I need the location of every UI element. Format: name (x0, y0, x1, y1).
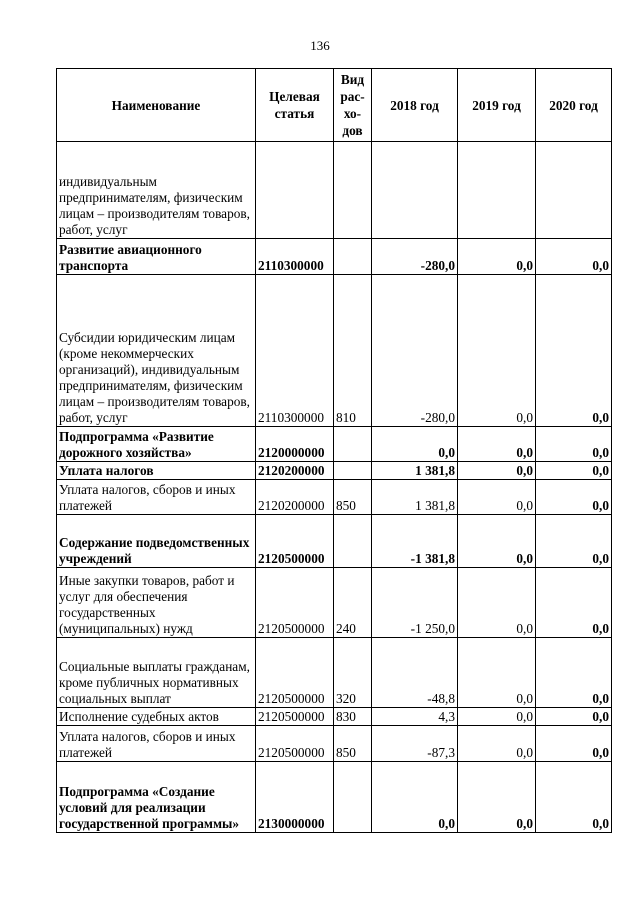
table-row (57, 427, 612, 462)
row-expense-type (334, 427, 372, 462)
header-expense-type: Вид рас-хо-дов (334, 69, 372, 142)
row-name: Исполнение судебных актов (57, 708, 256, 726)
row-2020: 0,0 (536, 275, 612, 427)
row-2018: -48,8 (372, 638, 458, 708)
row-code: 2110300000 (256, 239, 334, 275)
row-expense-type (334, 239, 372, 275)
row-2018: -280,0 (372, 239, 458, 275)
row-2019: 0,0 (458, 462, 536, 480)
row-2019: 0,0 (458, 480, 536, 515)
row-code: 2120500000 (256, 726, 334, 762)
row-expense-type: 320 (334, 638, 372, 708)
row-name: Подпрограмма «Развитие дорожного хозяйства» (57, 427, 256, 462)
table-row (57, 480, 612, 515)
row-2020: 0,0 (536, 427, 612, 462)
table-row (57, 515, 612, 568)
row-2019: 0,0 (458, 515, 536, 568)
row-2018: 4,3 (372, 708, 458, 726)
header-row (57, 69, 612, 142)
row-name: Развитие авиационного транспорта (57, 239, 256, 275)
row-code: 2120500000 (256, 708, 334, 726)
row-code: 2120000000 (256, 427, 334, 462)
header-2018: 2018 год (372, 69, 458, 142)
row-code: 2120200000 (256, 480, 334, 515)
row-name: Субсидии юридическим лицам (кроме некоммерческих организаций), индивидуальным предпринимателям, физическим лицам – производителям товаров, работ, услуг (57, 275, 256, 427)
row-name: Уплата налогов, сборов и иных платежей (57, 726, 256, 762)
row-expense-type: 850 (334, 480, 372, 515)
table-row (57, 708, 612, 726)
page-number: 136 (310, 38, 330, 53)
table-row (57, 762, 612, 833)
row-2018: 1 381,8 (372, 480, 458, 515)
row-2019: 0,0 (458, 708, 536, 726)
row-2018: 0,0 (372, 427, 458, 462)
table-row (57, 239, 612, 275)
row-name: Уплата налогов, сборов и иных платежей (57, 480, 256, 515)
row-2020: 0,0 (536, 638, 612, 708)
table-row (57, 568, 612, 638)
row-code: 2120500000 (256, 568, 334, 638)
row-expense-type: 810 (334, 275, 372, 427)
row-2019: 0,0 (458, 726, 536, 762)
header-name: Наименование (57, 69, 256, 142)
row-2020 (536, 142, 612, 239)
row-expense-type (334, 462, 372, 480)
row-code: 2120500000 (256, 638, 334, 708)
row-name: Уплата налогов (57, 462, 256, 480)
row-expense-type: 850 (334, 726, 372, 762)
header-2020: 2020 год (536, 69, 612, 142)
row-2019: 0,0 (458, 427, 536, 462)
row-2019 (458, 142, 536, 239)
row-2019: 0,0 (458, 239, 536, 275)
row-expense-type (334, 142, 372, 239)
row-name: Иные закупки товаров, работ и услуг для обеспечения государственных (муниципальных) нужд (57, 568, 256, 638)
row-2020: 0,0 (536, 708, 612, 726)
row-name: Подпрограмма «Создание условий для реализации государственной программы» (57, 762, 256, 833)
row-code: 2120200000 (256, 462, 334, 480)
table-row (57, 462, 612, 480)
table-row (57, 726, 612, 762)
row-2018: 0,0 (372, 762, 458, 833)
row-code: 2120500000 (256, 515, 334, 568)
row-2018: -1 381,8 (372, 515, 458, 568)
table-body (57, 142, 612, 833)
row-2020: 0,0 (536, 462, 612, 480)
row-name: Социальные выплаты гражданам, кроме публичных нормативных социальных выплат (57, 638, 256, 708)
row-2018: -87,3 (372, 726, 458, 762)
row-2019: 0,0 (458, 638, 536, 708)
table-row (57, 638, 612, 708)
row-2019: 0,0 (458, 275, 536, 427)
row-2020: 0,0 (536, 568, 612, 638)
table-row (57, 275, 612, 427)
row-2020: 0,0 (536, 480, 612, 515)
row-expense-type (334, 515, 372, 568)
row-expense-type: 830 (334, 708, 372, 726)
row-2018: 1 381,8 (372, 462, 458, 480)
budget-table (56, 68, 612, 833)
row-expense-type: 240 (334, 568, 372, 638)
row-2020: 0,0 (536, 515, 612, 568)
row-expense-type (334, 762, 372, 833)
row-name: индивидуальным предпринимателям, физическим лицам – производителям товаров, работ, услуг (57, 142, 256, 239)
row-code (256, 142, 334, 239)
row-2019: 0,0 (458, 568, 536, 638)
row-2018: -1 250,0 (372, 568, 458, 638)
row-code: 2110300000 (256, 275, 334, 427)
row-2020: 0,0 (536, 239, 612, 275)
row-2020: 0,0 (536, 762, 612, 833)
header-2019: 2019 год (458, 69, 536, 142)
row-name: Содержание подведомственных учреждений (57, 515, 256, 568)
row-2019: 0,0 (458, 762, 536, 833)
row-2020: 0,0 (536, 726, 612, 762)
row-2018 (372, 142, 458, 239)
row-code: 2130000000 (256, 762, 334, 833)
table-row (57, 142, 612, 239)
row-2018: -280,0 (372, 275, 458, 427)
header-target-article: Целевая статья (256, 69, 334, 142)
